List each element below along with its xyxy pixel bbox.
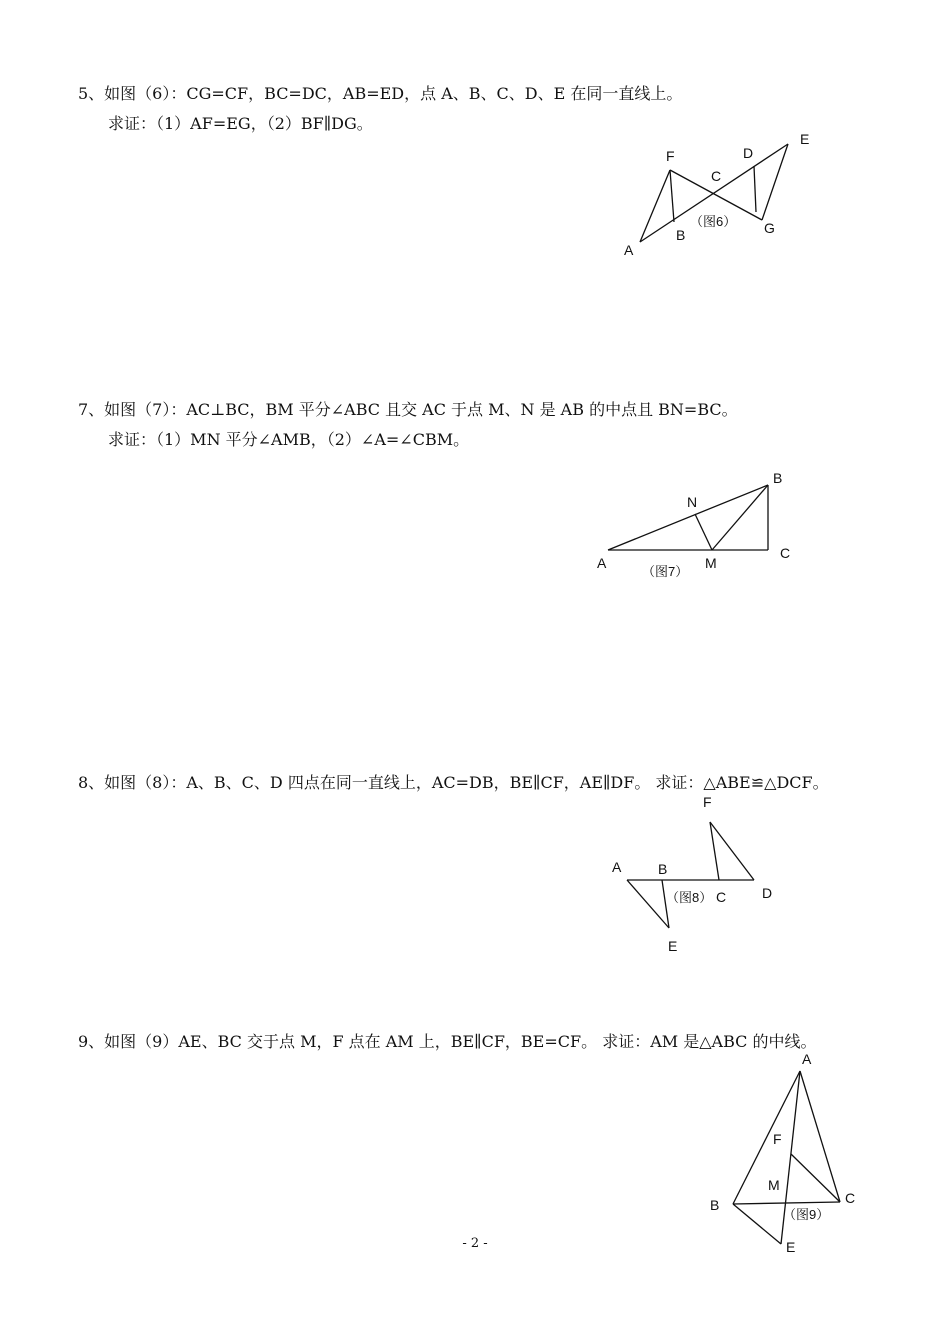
fig6-segment-af: [640, 170, 670, 242]
fig8-label-e: E: [668, 938, 678, 954]
fig7-label-c: C: [780, 545, 791, 561]
fig9-caption: （图9）: [783, 1207, 830, 1222]
figure-7: [597, 470, 790, 579]
fig7-segment-nm: [695, 514, 712, 550]
fig7-label-b: B: [773, 470, 783, 486]
fig6-label-e: E: [800, 131, 810, 147]
figure-9: [710, 1051, 855, 1255]
fig7-label-n: N: [687, 494, 698, 510]
fig8-label-f: F: [703, 794, 712, 810]
fig6-label-c: C: [711, 168, 722, 184]
problem-5-goal: 求证：（1）AF=EG，（2）BF∥DG。: [108, 114, 373, 133]
fig9-label-e: E: [786, 1239, 796, 1255]
figure-6: [624, 131, 809, 258]
fig6-label-b: B: [676, 227, 686, 243]
fig8-segment-fc: [710, 822, 719, 880]
fig7-label-m: M: [705, 555, 717, 571]
fig8-label-c: C: [716, 889, 727, 905]
fig7-label-a: A: [597, 555, 607, 571]
fig7-segment-bm: [712, 485, 768, 550]
figure-8: [612, 794, 772, 954]
fig6-segment-eg: [762, 144, 788, 220]
fig6-label-g: G: [764, 220, 775, 236]
fig6-label-f: F: [666, 148, 675, 164]
fig8-label-a: A: [612, 859, 622, 875]
fig6-segment-fb: [670, 170, 674, 222]
problem-9-statement: 9、如图（9）AE、BC 交于点 M，F 点在 AM 上，BE∥CF，BE=CF。 求证：AM 是△ABC 的中线。: [78, 1032, 817, 1051]
problem-5-statement: 5、如图（6）：CG=CF，BC=DC，AB=ED，点 A、B、C、D、E 在同一直线上。: [78, 84, 683, 103]
fig8-label-b: B: [658, 861, 668, 877]
fig9-label-b: B: [710, 1197, 720, 1213]
page-number: - 2 -: [462, 1236, 488, 1251]
fig7-caption: （图7）: [642, 564, 689, 579]
fig6-segment-dg: [754, 166, 756, 212]
fig8-label-d: D: [762, 885, 773, 901]
fig8-segment-fd: [710, 822, 754, 880]
problem-8-statement: 8、如图（8）：A、B、C、D 四点在同一直线上，AC=DB，BE∥CF，AE∥DF。 求证：△ABE≌△DCF。: [78, 773, 829, 792]
fig6-label-a: A: [624, 242, 634, 258]
fig9-label-f: F: [773, 1131, 782, 1147]
problem-7-goal: 求证：（1）MN 平分∠AMB，（2）∠A=∠CBM。: [108, 430, 470, 449]
fig6-label-d: D: [743, 145, 754, 161]
fig9-segment-ab: [733, 1071, 800, 1204]
fig8-caption: （图8）: [666, 890, 713, 905]
fig9-label-m: M: [768, 1177, 780, 1193]
problem-7-statement: 7、如图（7）：AC⊥BC，BM 平分∠ABC 且交 AC 于点 M、N 是 AB 的中点且 BN=BC。: [78, 400, 738, 419]
fig9-segment-bc: [733, 1202, 840, 1204]
fig6-caption: （图6）: [690, 214, 737, 229]
fig9-label-a: A: [802, 1051, 812, 1067]
fig9-label-c: C: [845, 1190, 856, 1206]
